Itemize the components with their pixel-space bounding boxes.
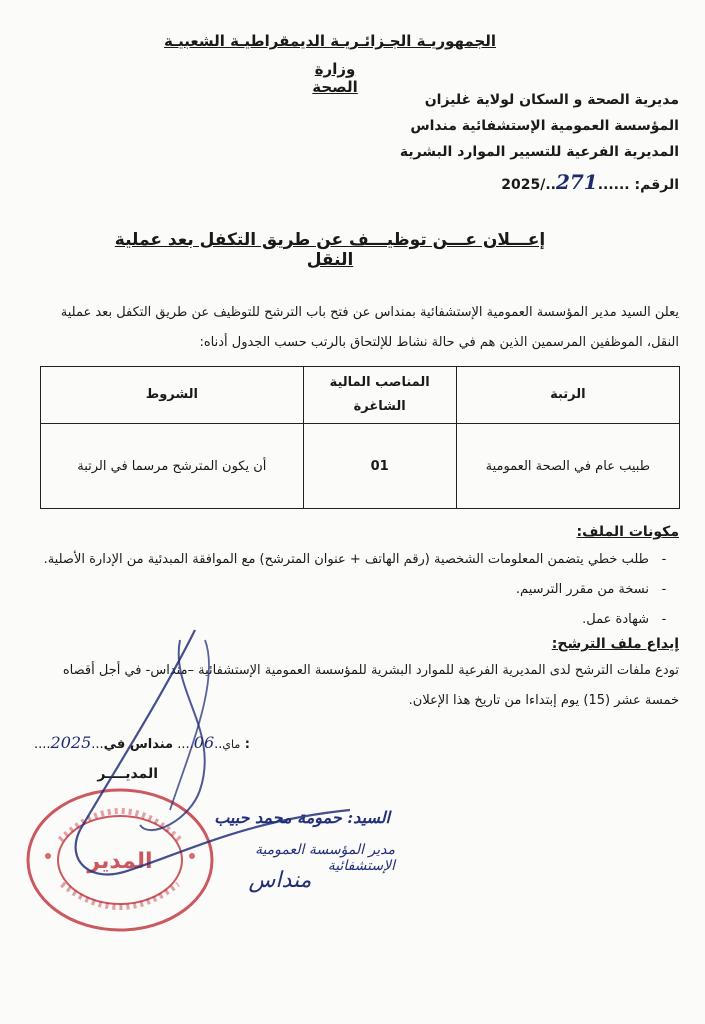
stamp-center-text: المدير [87, 849, 153, 874]
header-posts-line1: المناصب المالية [329, 375, 430, 390]
announcement-title: إعـــلان عـــن توظيـــف عن طريق التكفل بعد عملية النقل [114, 230, 546, 270]
reference-label: الرقم: ...... [597, 177, 679, 193]
header-posts [303, 367, 456, 424]
list-item-text: طلب خطي يتضمن المعلومات الشخصية (رقم الهاتف + عنوان المترشح) مع الموافقة المبدئية من الإدارة الأصلية. [43, 552, 649, 567]
date-line: ....2025... ماي..06.... منداس في : [34, 733, 250, 752]
list-item [582, 612, 679, 627]
submission-title: إيداع ملف الترشح: [551, 636, 679, 652]
header-conditions: الشروط [41, 367, 304, 424]
header-rank: الرتبة [456, 367, 679, 424]
announcement-intro [19, 298, 679, 358]
intro-line-2: النقل، الموظفين المرسمين الذين هم في حالة نشاط للإلتحاق بالرتب حسب الجدول أدناه: [199, 335, 679, 350]
bullet-dash: - [661, 582, 667, 597]
list-item [44, 552, 679, 567]
cell-conditions: أن يكون المترشح مرسما في الرتبة [41, 424, 304, 509]
intro-line-1: يعلن السيد مدير المؤسسة العمومية الإستشفائية بمنداس عن فتح باب الترشح للتوظيف عن طريق التكفل بعد عملية [60, 305, 679, 320]
reference-suffix: ../2025 [501, 177, 556, 193]
date-place: منداس في : [103, 737, 250, 752]
cell-rank: طبيب عام في الصحة العمومية [456, 424, 679, 509]
bullet-dash: - [661, 552, 667, 567]
institution-line: المؤسسة العمومية الإستشفائية منداس [410, 118, 679, 134]
director-label: المديــــر [97, 766, 158, 782]
directorate-line: مديرية الصحة و السكان لولاية غليزان [424, 92, 679, 108]
list-item [516, 582, 679, 597]
cell-posts: 01 [303, 424, 456, 509]
list-item-text: نسخة من مقرر الترسيم. [515, 582, 649, 597]
signatory-name: السيد: حمومة محمد حبيب [214, 808, 390, 827]
reference-number: 271 [555, 170, 598, 194]
signatory-title-line1: مدير المؤسسة العمومية الإستشفائية [254, 842, 395, 874]
sub-directorate-line: المديرية الفرعية للتسيير الموارد البشرية [399, 144, 679, 160]
date-year: 2025 [50, 733, 92, 752]
file-components-title: مكونات الملف: [576, 524, 679, 540]
submission-line-1: تودع ملفات الترشح لدى المديرية الفرعية للموارد البشرية للمؤسسة العمومية الإستشفائية –منداس- في أجل أقصاه [62, 663, 679, 678]
table-row [41, 424, 680, 509]
ministry-heading: وزارة الصحة [312, 60, 358, 96]
table-header-row [41, 367, 680, 424]
date-month: ماي [222, 738, 241, 751]
positions-table [40, 366, 680, 509]
submission-line-2: خمسة عشر (15) يوم إبتداءا من تاريخ هذا الإعلان. [408, 693, 679, 708]
header-posts-line2: الشاغرة [353, 399, 406, 414]
bullet-dash: - [661, 612, 667, 627]
date-day: 06 [193, 733, 215, 752]
signatory-title-line2: منداس [248, 868, 312, 893]
republic-heading: الجمهوريـة الجـزائـريـة الديمقراطيـة الشعبيـة [163, 32, 497, 50]
list-item-text: شهادة عمل. [582, 612, 649, 627]
reference-line [501, 170, 679, 194]
